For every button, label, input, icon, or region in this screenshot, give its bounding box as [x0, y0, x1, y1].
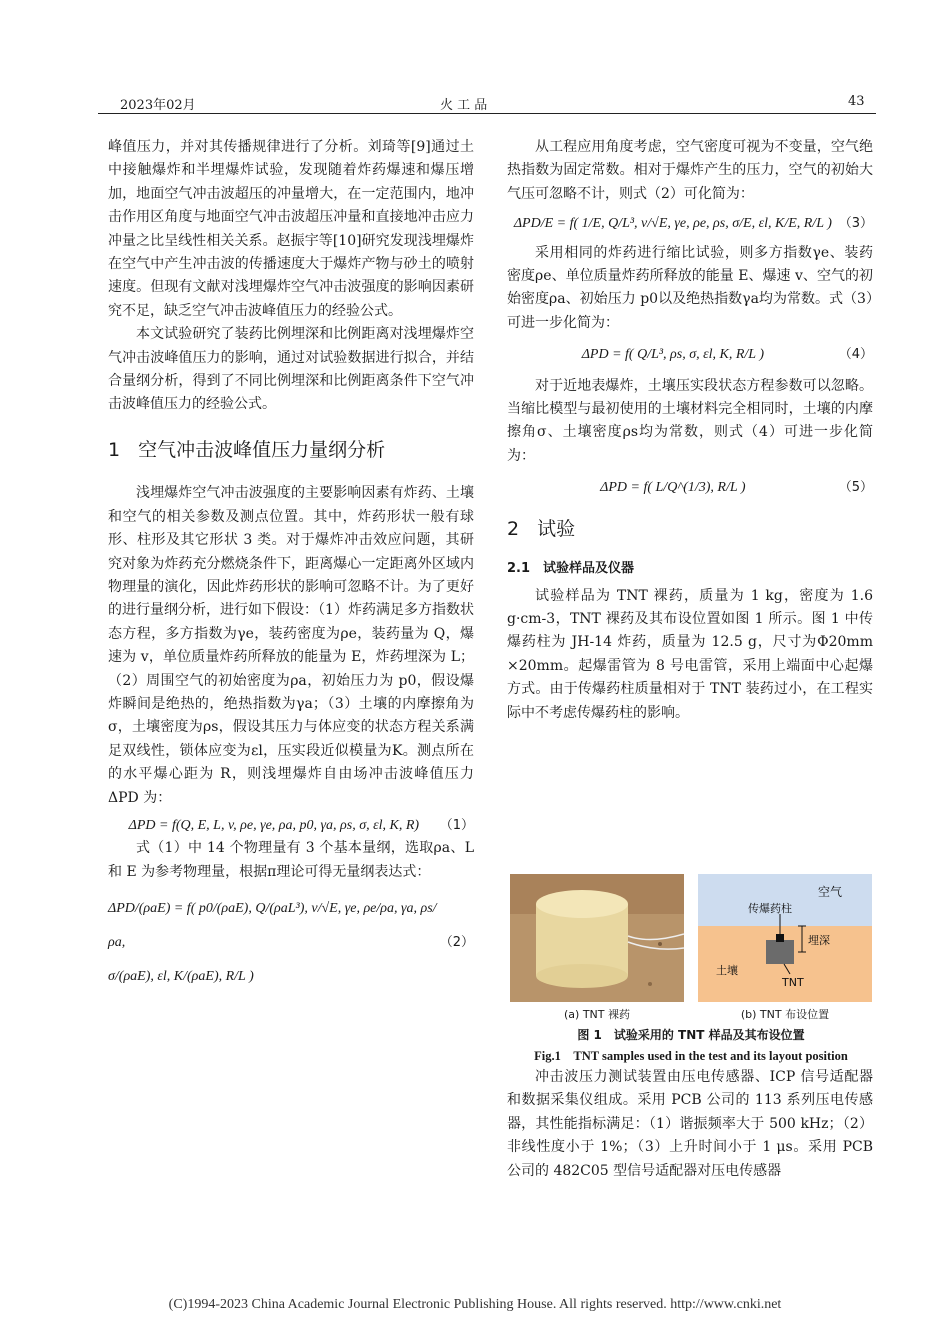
- left-column: [108, 136, 474, 994]
- label-tnt: TNT: [782, 976, 804, 989]
- label-booster: 传爆药柱: [748, 902, 792, 915]
- tnt-photo: [510, 874, 684, 1002]
- section-1-heading: [108, 439, 474, 462]
- equation-3-body: ΔPD/E = f( 1/E, Q/L³, v/√E, γe, ρe, ρs, σ/E, εl, K/E, R/L ): [513, 216, 832, 232]
- equation-2-line-1: ΔPD/(ρaE) = f( p0/(ρaE), Q/(ρaL³), v/√E, γe, ρe/ρa, γa, ρs/ρa,: [108, 901, 437, 951]
- label-depth: 埋深: [808, 934, 830, 947]
- equation-5-number: （5）: [838, 480, 873, 496]
- equation-4-number: （4）: [838, 347, 873, 363]
- copyright-footer: (C)1994-2023 China Academic Journal Electronic Publishing House. All rights reserved. http://www.cnki.net: [168, 1297, 782, 1312]
- equation-2: [108, 892, 474, 994]
- figure-1b-caption: (b) TNT 布设位置: [740, 1008, 830, 1021]
- label-soil: 土壤: [716, 964, 738, 977]
- figure-1: [510, 874, 872, 1064]
- left-para-2: 本文试验研究了装药比例埋深和比例距离对浅埋爆炸空气冲击波峰值压力的影响，通过对试验数据进行拟合，并结合量纲分析，得到了不同比例埋深和比例距离条件下空气冲击波峰值压力的经验公式。: [108, 326, 474, 413]
- header-journal: 火 工 品: [440, 98, 488, 113]
- equation-1: [108, 814, 474, 837]
- figure-1-caption-en: Fig.1 TNT samples used in the test and its layout position: [534, 1049, 848, 1063]
- equation-5-body: ΔPD = f( L/Q^(1/3), R/L ): [600, 480, 746, 496]
- header-date: 2023年02月: [120, 98, 196, 113]
- right-para-3: 对于近地表爆炸，土壤压实段状态方程参数可以忽略。当缩比模型与最初使用的土壤材料完全相同时，土壤的内摩擦角σ、土壤密度ρs均为常数，则式（4）可进一步化简为：: [507, 377, 873, 464]
- section-2-number: 2: [507, 517, 520, 540]
- right-column: [507, 136, 873, 725]
- equation-2-line-2: σ/(ρaE), εl, K/(ρaE), R/L ): [108, 969, 254, 985]
- figure-1a-caption: (a) TNT 裸药: [564, 1008, 630, 1021]
- equation-1-body: ΔPD = f(Q, E, L, v, ρe, γe, ρa, p0, γa, ρs, σ, εl, K, R): [128, 817, 420, 833]
- equation-5: [507, 476, 873, 499]
- right-column-continued: [507, 1066, 873, 1183]
- equation-3: [507, 212, 873, 235]
- tnt-layout-diagram: [698, 874, 872, 1002]
- equation-4-body: ΔPD = f( Q/L³, ρs, σ, εl, K, R/L ): [581, 347, 765, 363]
- left-para-3: 浅埋爆炸空气冲击波强度的主要影响因素有炸药、土壤和空气的相关参数及测点位置。其中，炸药形状一般有球形、柱形及其它形状 3 类。对于爆炸冲击效应问题，其研究对象为炸药充分燃烧条件下，距离爆心一定距离外区域内物理量的演化，因此炸药形状的影响可忽略不计。为了更好的进行量纲分析，进行如下假设：（1）炸药满足多方指数状态方程，多方指数为γe，装药密度为ρe，装药量为 Q，爆速为 v，单位质量炸药所释放的能量为 E，炸药埋深为 L；（2）周围空气的初始密度为ρa，初始压力为 p0，假设爆炸瞬间是绝热的，绝热指数为γa；（3）土壤的内摩擦角为σ，土壤密度为ρs，假设其压力与体应变的状态方程关系满足双线性，锁体应变为εl，压实段近似模量为K。测点所在的水平爆心距为 R，则浅埋爆炸自由场冲击波峰值压力 ΔPD 为：: [108, 485, 474, 806]
- left-para-4: 式（1）中 14 个物理量有 3 个基本量纲，选取ρa、L 和 E 为参考物理量，根据π理论可得无量纲表达式：: [108, 840, 474, 880]
- section-1-title: 空气冲击波峰值压力量纲分析: [138, 438, 386, 461]
- equation-4: [507, 343, 873, 366]
- right-para-1: 从工程应用角度考虑，空气密度可视为不变量，空气绝热指数为固定常数。相对于爆炸产生的压力，空气的初始大气压可忽略不计，则式（2）可化简为：: [507, 139, 873, 202]
- equation-2-number: （2）: [439, 935, 474, 951]
- section-1-number: 1: [108, 438, 121, 461]
- subsection-2-1-heading: 2.1 试验样品及仪器: [507, 561, 635, 577]
- figure-1-caption-cn: 图 1 试验采用的 TNT 样品及其布设位置: [577, 1028, 805, 1042]
- booster-charge: [776, 934, 784, 942]
- tnt-charge-block: [766, 940, 794, 964]
- equation-1-number: （1）: [439, 817, 474, 833]
- right-para-2: 采用相同的炸药进行缩比试验，则多方指数γe、装药密度ρe、单位质量炸药所释放的能量 E、爆速 v、空气的初始密度ρa、初始压力 p0以及绝热指数γa均为常数。式（3）可进一步化简为：: [507, 244, 873, 331]
- section-2-title: 试验: [537, 517, 576, 540]
- left-para-1: 峰值压力，并对其传播规律进行了分析。刘琦等[9]通过土中接触爆炸和半埋爆炸试验，发现随着炸药爆速和爆压增加，地面空气冲击波超压的冲量增大，在一定范围内，地冲击作用区角度与地面空气冲击波超压冲量和直接地冲击应力冲量之比呈线性相关关系。赵振宇等[10]研究发现浅埋爆炸在空气中产生冲击波的传播速度大于爆炸产物与砂土的喷射速度。但现有文献对浅埋爆炸空气冲击波强度的影响因素研究不足，缺乏空气冲击波峰值压力的经验公式。: [108, 139, 474, 319]
- section-2-heading: [507, 518, 873, 541]
- header-rule: [98, 113, 876, 114]
- label-air: 空气: [818, 885, 843, 899]
- equation-3-number: （3）: [838, 216, 873, 232]
- header-page-number: 43: [848, 94, 865, 109]
- right-para-4: 试验样品为 TNT 裸药，质量为 1 kg，密度为 1.6 g·cm-3，TNT 裸药及其布设位置如图 1 所示。图 1 中传爆药柱为 JH-14 炸药，质量为 12.5 g，尺寸为Φ20mm ×20mm。起爆雷管为 8 号电雷管，采用上端面中心起爆方式。由于传爆药柱质量相对于 TNT 装药过小，在工程实际中不考虑传爆药柱的影响。: [507, 587, 873, 721]
- right-para-5: 冲击波压力测试装置由压电传感器、ICP 信号适配器和数据采集仪组成。采用 PCB 公司的 113 系列压电传感器，其性能指标满足：（1）谐振频率大于 500 kHz；（2）非线性度小于 1%；（3）上升时间小于 1 μs。采用 PCB 公司的 482C05 型信号适配器对压电传感器: [507, 1069, 873, 1179]
